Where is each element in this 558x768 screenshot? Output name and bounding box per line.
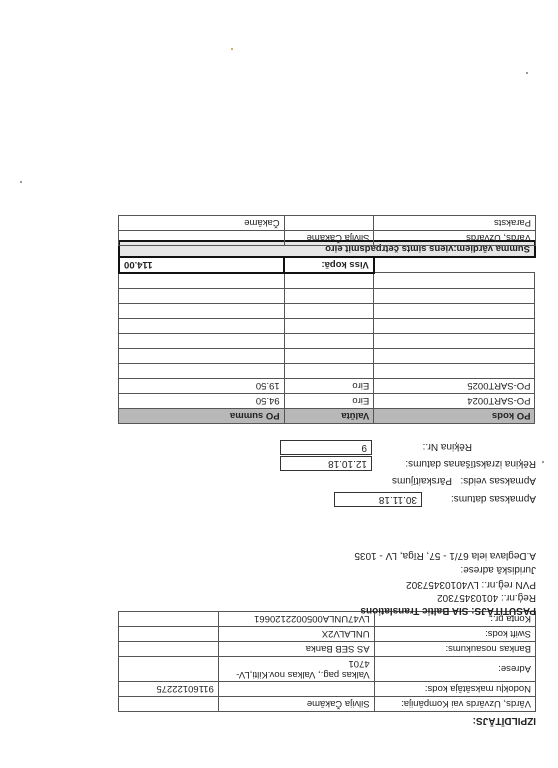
signature-table bbox=[118, 215, 536, 246]
value-cell: UNLALV2X bbox=[218, 627, 374, 642]
pasutitajs-heading: PASŪTĪTĀJS: SIA Baltic Translations bbox=[360, 605, 536, 616]
amount-cell bbox=[119, 273, 284, 289]
currency-cell bbox=[284, 304, 374, 319]
label-cell: Nodokļu maksātāja kods: bbox=[374, 682, 535, 697]
signature-extra: Čakāme bbox=[119, 216, 285, 231]
value-cell: AS SEB Banka bbox=[218, 642, 374, 657]
pasutitajs-jur-label: Juridiskā adrese: bbox=[460, 564, 536, 575]
value-cell: Silvija Čakāme bbox=[218, 697, 374, 712]
table-row bbox=[119, 349, 535, 364]
table-row bbox=[119, 231, 536, 246]
rekins-value: 9 bbox=[280, 440, 372, 455]
header-cell: PO summa bbox=[119, 409, 284, 424]
label-cell: Adrese: bbox=[374, 657, 535, 682]
po-code-cell bbox=[374, 289, 535, 304]
label-cell: Swift kods: bbox=[374, 627, 535, 642]
amount-cell bbox=[119, 289, 284, 304]
value-cell: LV47UNLA0050022120661 bbox=[218, 612, 374, 627]
signature-label: Vārds, Uzvārds bbox=[374, 231, 536, 246]
label-cell: Konta nr.: bbox=[374, 612, 535, 627]
apmaksas-veids-value: Pārskaitījums bbox=[391, 475, 452, 486]
total-row bbox=[119, 257, 535, 273]
table-row bbox=[119, 697, 536, 712]
po-code-cell bbox=[374, 349, 535, 364]
table-row bbox=[119, 642, 536, 657]
currency-cell bbox=[284, 273, 374, 289]
total-value: 114.00 bbox=[119, 257, 284, 273]
amount-cell: 94.50 bbox=[119, 394, 284, 409]
pasutitajs-pvn: PVN reģ.nr.: LV40103457302 bbox=[406, 579, 536, 590]
table-row bbox=[119, 334, 535, 349]
currency-cell: Eiro bbox=[284, 379, 374, 394]
signature-value: Silvija Čakāme bbox=[284, 231, 374, 246]
table-row bbox=[119, 379, 535, 394]
label-cell: Bankas nosaukums: bbox=[374, 642, 535, 657]
header-cell: PO kods bbox=[374, 409, 535, 424]
table-row bbox=[119, 216, 536, 231]
apmaksas-veids-label: Apmaksas veids: bbox=[460, 475, 536, 486]
izraksts-label: Rēķina izrakstīšanas datums: bbox=[405, 458, 536, 469]
izpilditajs-heading: IZPILDĪTĀJS: bbox=[472, 715, 536, 726]
value-cell bbox=[218, 682, 374, 697]
header-cell: Valūta bbox=[284, 409, 374, 424]
table-row bbox=[119, 304, 535, 319]
table-row bbox=[119, 657, 536, 682]
extra-cell: 91160122275 bbox=[119, 682, 219, 697]
table-row bbox=[119, 289, 535, 304]
amount-cell bbox=[119, 319, 284, 334]
scan-speck bbox=[542, 461, 544, 463]
currency-cell: Eiro bbox=[284, 394, 374, 409]
scan-speck bbox=[526, 72, 528, 74]
table-row bbox=[119, 682, 536, 697]
table-row bbox=[119, 627, 536, 642]
amount-cell bbox=[119, 364, 284, 379]
po-code-cell: PO-SART0024 bbox=[374, 394, 535, 409]
izraksts-value: 12.10.18 bbox=[280, 456, 372, 471]
currency-cell bbox=[284, 319, 374, 334]
signature-value bbox=[284, 216, 374, 231]
orders-header-row bbox=[119, 409, 535, 424]
label-cell: Vārds, Uzvārds vai Kompānija: bbox=[374, 697, 535, 712]
po-code-cell bbox=[374, 364, 535, 379]
table-row bbox=[119, 364, 535, 379]
currency-cell bbox=[284, 349, 374, 364]
apmaksas-datums-label: Apmaksas datums: bbox=[450, 493, 536, 504]
pasutitajs-reg: Reģ.nr.: 40103457302 bbox=[437, 592, 536, 603]
extra-cell bbox=[119, 697, 219, 712]
apmaksas-datums-value: 30.11.18 bbox=[334, 492, 422, 507]
amount-cell bbox=[119, 334, 284, 349]
rekins-label: Rēķina Nr.: bbox=[422, 441, 472, 452]
currency-cell bbox=[284, 289, 374, 304]
scan-speck bbox=[20, 181, 22, 183]
po-code-cell: PO-SART0025 bbox=[374, 379, 535, 394]
izpilditajs-table bbox=[118, 611, 536, 712]
extra-cell bbox=[119, 612, 219, 627]
currency-cell bbox=[284, 364, 374, 379]
extra-cell bbox=[119, 657, 219, 682]
amount-cell bbox=[119, 304, 284, 319]
summa-vardiem: Summa vārdiem:viens simts četrpadsmit eiro bbox=[119, 241, 535, 257]
extra-cell bbox=[119, 627, 219, 642]
orders-table bbox=[118, 240, 536, 424]
pasutitajs-address: A.Deglava iela 67/1 - 57, Rīga, LV - 1035 bbox=[354, 550, 536, 561]
total-label: Viss kopā: bbox=[284, 257, 374, 273]
po-code-cell bbox=[374, 319, 535, 334]
signature-label: Paraksts bbox=[374, 216, 536, 231]
extra-cell bbox=[119, 642, 219, 657]
amount-cell bbox=[119, 349, 284, 364]
po-code-cell bbox=[374, 304, 535, 319]
table-row bbox=[119, 394, 535, 409]
signature-extra bbox=[119, 231, 285, 246]
currency-cell bbox=[284, 334, 374, 349]
table-row bbox=[119, 273, 535, 289]
po-code-cell bbox=[374, 334, 535, 349]
value-cell: Valkas pag., Valkas nov.Kilti,LV-4701 bbox=[218, 657, 374, 682]
table-row bbox=[119, 319, 535, 334]
po-code-cell bbox=[374, 273, 535, 289]
amount-cell: 19.50 bbox=[119, 379, 284, 394]
scan-speck bbox=[231, 48, 233, 50]
